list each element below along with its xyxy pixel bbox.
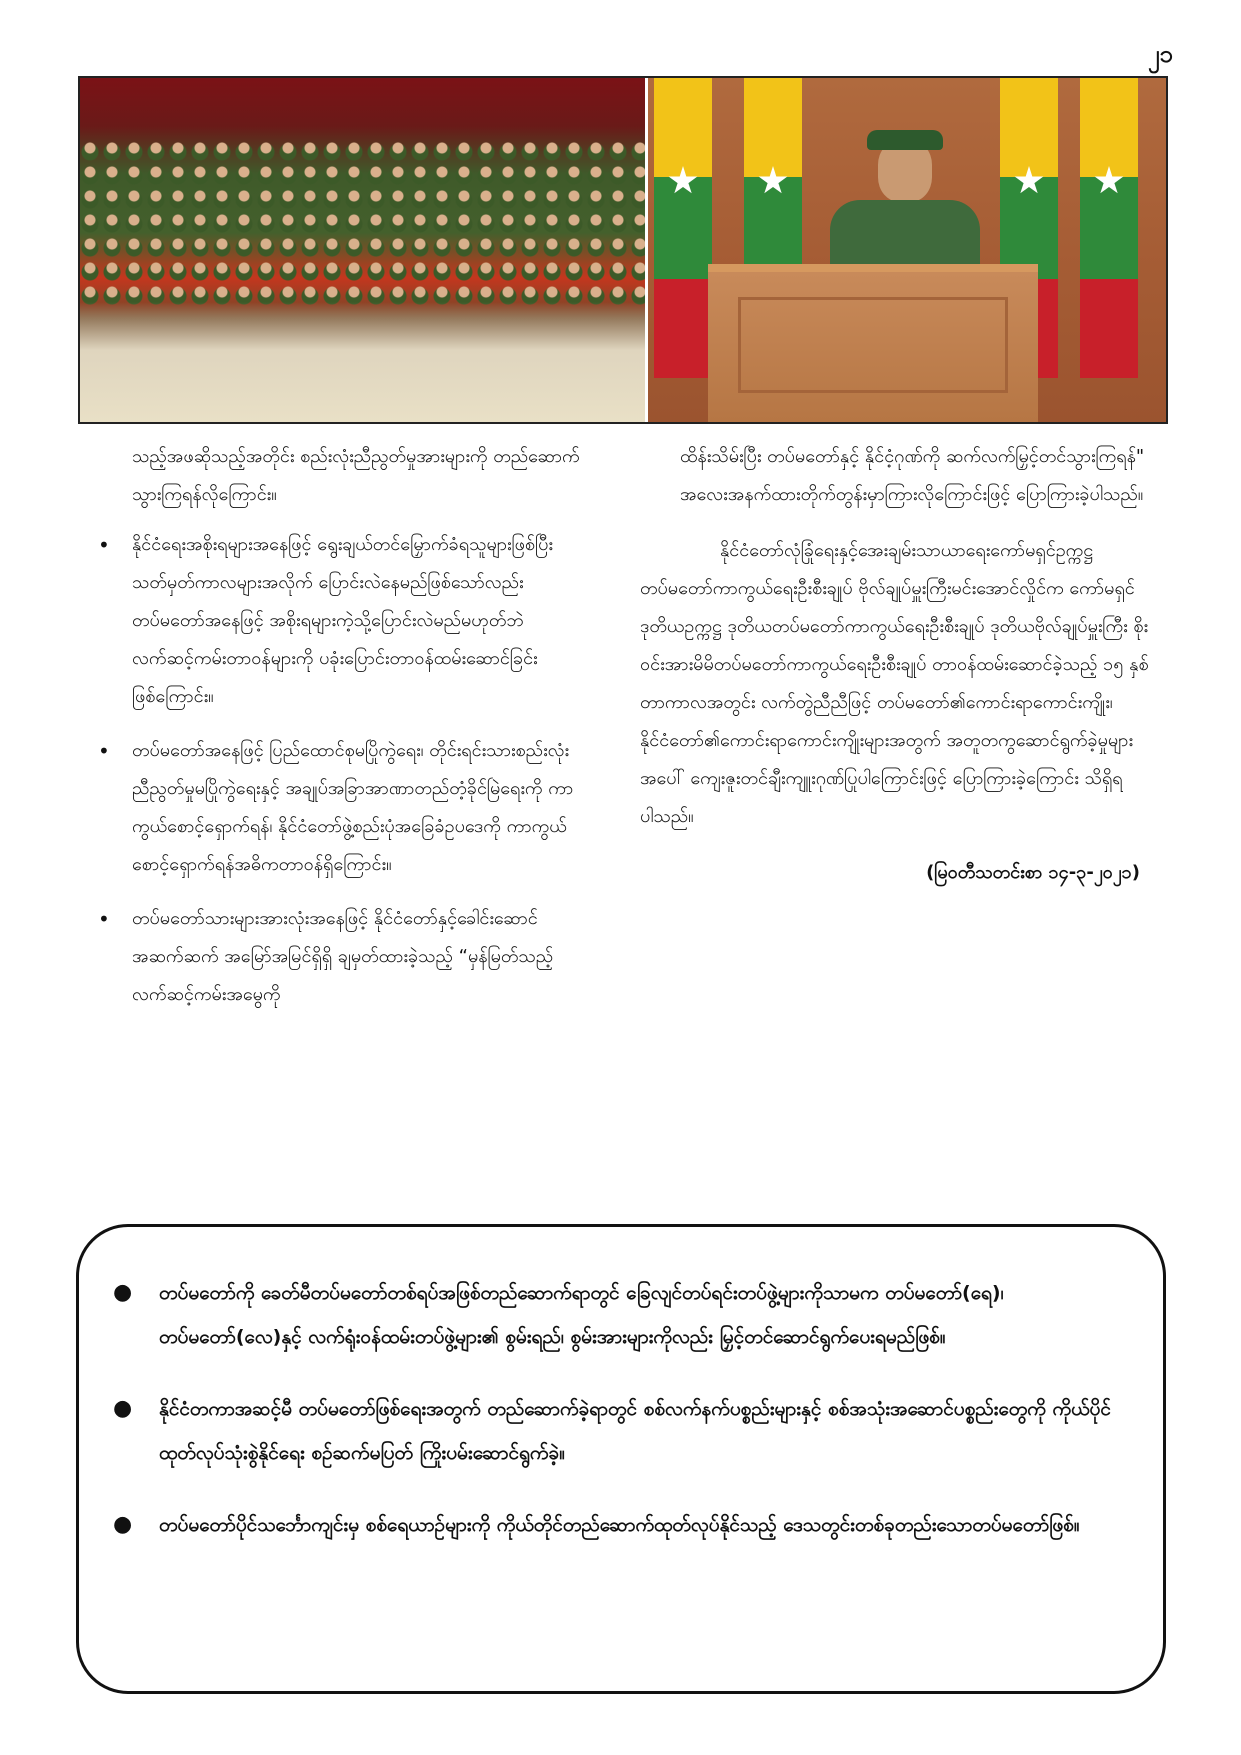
body-paragraph: နိုင်ငံတော်လုံခြုံရေးနှင့်အေးချမ်းသာယာရေးကော်မရှင်ဥက္ကဋ္ဌ တပ်မတော်ကာကွယ်ရေးဦးစီးချုပ် ဗိုလ်ချုပ်မှူးကြီးမင်းအောင်လှိုင်က ကော်မရှင်ဒုတိယဥက္ကဋ္ဌ ဒုတိယတပ်မတော်ကာကွယ်ရေးဦးစီးချုပ် ဒုတိယဗိုလ်ချုပ်မှူးကြီး စိုးဝင်းအားမိမိတပ်မတော်ကာကွယ်ရေးဦးစီးချုပ် တာဝန်ထမ်းဆောင်ခဲ့သည့် ၁၅ နှစ်တာကာလအတွင်း လက်တွဲညီညီဖြင့် တပ်မတော်၏ကောင်းရာကောင်းကျိုး၊ နိုင်ငံတော်၏ကောင်းရာကောင်းကျိုးများအတွက် အတူတကွဆောင်ရွက်ခဲ့မှုများအပေါ် ကျေးဇူးတင်ချီးကျူးဂုဏ်ပြုပါကြောင်းဖြင့် ပြောကြားခဲ့ကြောင်း သိရှိရပါသည်။ (640, 540, 1149, 827)
bullet-icon: ● (113, 1512, 133, 1537)
list-item-text: တပ်မတော်သားများအားလုံးအနေဖြင့် နိုင်ငံတော်နှင့်ခေါင်းဆောင်အဆက်ဆက် အမြော်အမြင်ရှိရှိ ချမှတ်ထားခဲ့သည့် “မှန်မြတ်သည့် လက်ဆင့်ကမ်းအမွေကို (132, 908, 554, 1005)
source-citation: (မြဝတီသတင်းစာ ၁၄-၃-၂၀၂၁) (926, 862, 1140, 883)
list-item (92, 900, 600, 1014)
list-item-text: တပ်မတော်အနေဖြင့် ပြည်ထောင်စုမပြိုကွဲရေး၊ တိုင်းရင်းသားစည်းလုံးညီညွတ်မှုမပြိုကွဲရေးနှင့် အချုပ်အခြာအာဏာတည်တံ့ခိုင်မြဲရေးကို ကာကွယ်စောင့်ရှောက်ရန်၊ နိုင်ငံတော်ဖွဲ့စည်းပုံအခြေခံဥပဒေကို ကာကွယ်စောင့်ရှောက်ရန်အဓိကတာဝန်ရှိကြောင်း။ (132, 740, 574, 875)
summary-box (76, 1224, 1166, 1694)
continued-paragraph: ထိန်းသိမ်းပြီး တပ်မတော်နှင့် နိုင်ငံ့ဂုဏ်ကို ဆက်လက်မြှင့်တင်သွားကြရန်" အလေးအနက်ထားတိုက်တွန်းမှာကြားလိုကြောင်းဖြင့် ပြောကြားခဲ့ပါသည်။ (680, 446, 1145, 505)
podium (708, 264, 1038, 422)
page-number: ၂၁ (1147, 40, 1173, 68)
bullet-icon: • (98, 907, 110, 931)
summary-item-text: တပ်မတော်ကို ခေတ်မီတပ်မတော်တစ်ရပ်အဖြစ်တည်ဆောက်ရာတွင် ခြေလျင်တပ်ရင်းတပ်ဖွဲ့များကိုသာမက တပ်မတော်(ရေ)၊ တပ်မတော်(လေ)နှင့် လက်ရုံးဝန်ထမ်းတပ်ဖွဲ့များ၏ စွမ်းရည်၊ စွမ်းအားများကိုလည်း မြှင့်တင်ဆောင်ရွက်ပေးရမည်ဖြစ်။ (159, 1282, 1004, 1348)
flag (1080, 78, 1138, 378)
seated-audience (80, 138, 645, 308)
list-item (92, 526, 600, 716)
front-row-sofas (80, 302, 645, 422)
bullet-icon: • (98, 739, 110, 763)
left-column (92, 438, 600, 1030)
list-item-text: နိုင်ငံရေးအစိုးရများအနေဖြင့် ရွေးချယ်တင်မြှောက်ခံရသူများဖြစ်ပြီး သတ်မှတ်ကာလများအလိုက် ပြောင်းလဲနေမည်ဖြစ်သော်လည်း တပ်မတော်အနေဖြင့် အစိုးရများကဲ့သို့ပြောင်းလဲမည်မဟုတ်ဘဲ လက်ဆင့်ကမ်းတာဝန်များကို ပခုံးပြောင်းတာဝန်ထမ်းဆောင်ခြင်းဖြစ်ကြောင်း။ (132, 534, 553, 707)
bullet-icon: • (98, 533, 110, 557)
summary-item-text: နိုင်ငံတကာအဆင့်မီ တပ်မတော်ဖြစ်ရေးအတွက် တည်ဆောက်ခဲ့ရာတွင် စစ်လက်နက်ပစ္စည်းများနှင့် စစ်အသုံးအဆောင်ပစ္စည်းတွေကို ကိုယ်ပိုင်ထုတ်လုပ်သုံးစွဲနိုင်ရေး စဉ်ဆက်မပြတ် ကြိုးပမ်းဆောင်ရွက်ခဲ့။ (159, 1398, 1111, 1464)
bullet-icon: ● (113, 1280, 133, 1305)
list-item (92, 732, 600, 884)
flag (654, 78, 712, 378)
right-column (640, 438, 1160, 892)
bullet-icon: ● (113, 1396, 133, 1421)
summary-list (109, 1271, 1123, 1547)
summary-item-text: တပ်မတော်ပိုင်သင်္ဘောကျင်းမှ စစ်ရေယာဉ်များကို ကိုယ်တိုင်တည်ဆောက်ထုတ်လုပ်နိုင်သည့် ဒေသတွင်းတစ်ခုတည်းသောတပ်မတော်ဖြစ်။ (159, 1514, 1080, 1536)
summary-item (109, 1387, 1123, 1475)
summary-item (109, 1271, 1123, 1359)
continued-paragraph: သည့်အဖဆိုသည့်အတိုင်း စည်းလုံးညီညွတ်မှုအားများကို တည်ဆောက်သွားကြရန်လိုကြောင်း။ (132, 446, 580, 505)
bullet-list (92, 526, 600, 1014)
summary-item (109, 1503, 1123, 1547)
speaker-photo (648, 78, 1166, 422)
audience-photo (80, 78, 648, 422)
photo-strip (78, 76, 1168, 424)
